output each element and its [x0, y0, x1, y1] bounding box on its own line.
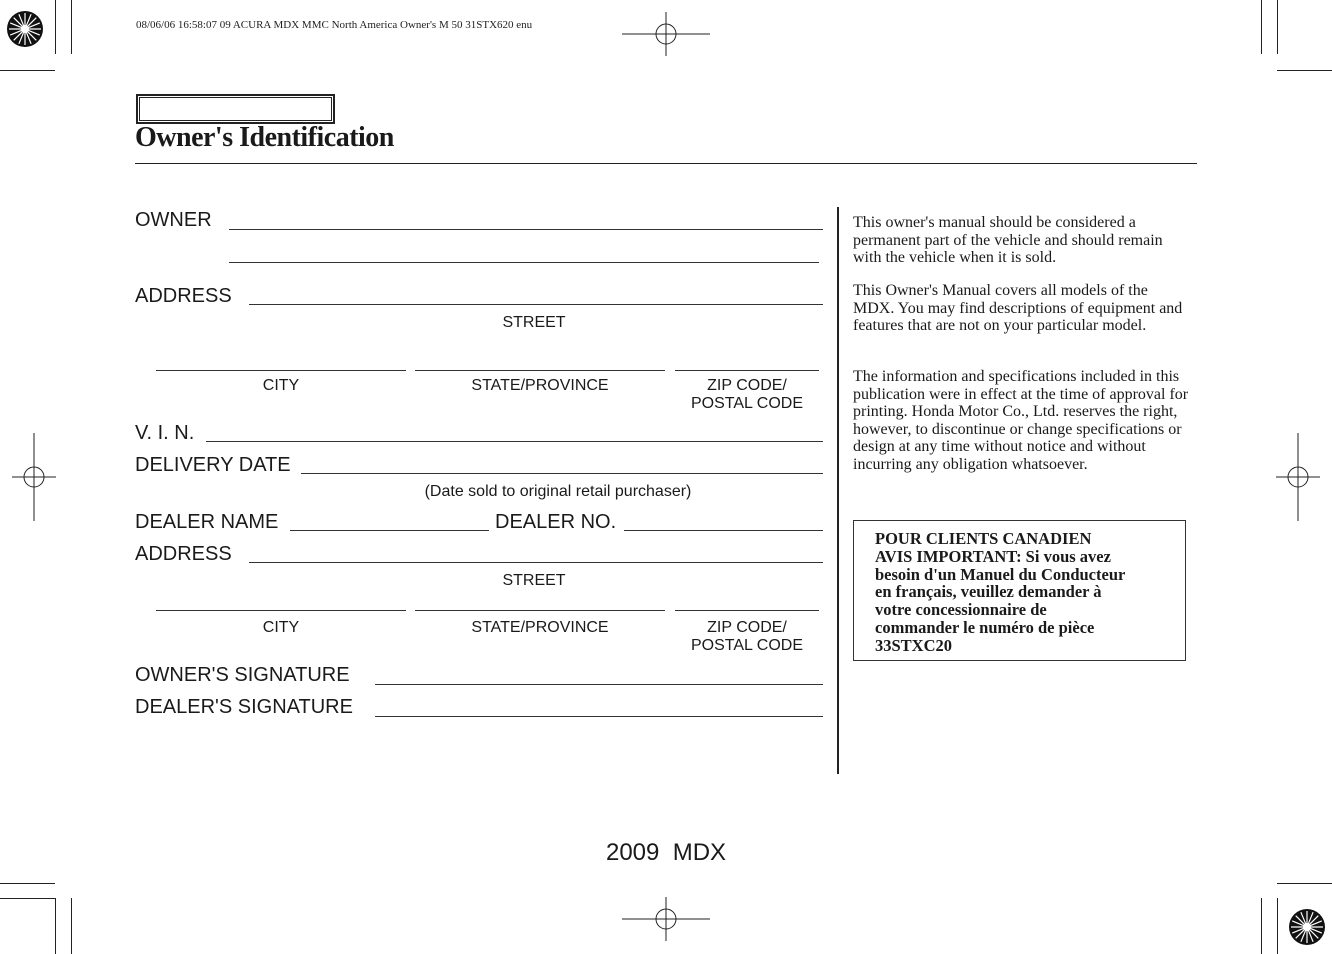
- vin-field-line[interactable]: [206, 441, 823, 442]
- delivery-date-note: (Date sold to original retail purchaser): [424, 483, 692, 500]
- owner-signature-field-line[interactable]: [375, 684, 823, 685]
- registration-target-icon: [12, 433, 56, 521]
- dealer-name-field-line[interactable]: [290, 530, 489, 531]
- crop-mark: [55, 898, 56, 954]
- crop-mark: [0, 70, 55, 71]
- dealer-zip-label-line2: POSTAL CODE: [690, 637, 804, 654]
- canadian-notice-line: besoin d'un Manuel du Conducteur: [875, 564, 1126, 584]
- address-label: ADDRESS: [135, 285, 232, 307]
- delivery-date-field-line[interactable]: [301, 473, 823, 474]
- dealer-address-label: ADDRESS: [135, 543, 232, 565]
- canadian-notice-line: POUR CLIENTS CANADIEN: [875, 529, 1092, 548]
- state-label: STATE/PROVINCE: [471, 377, 609, 394]
- starburst-mark-icon: [1288, 908, 1326, 946]
- city-field-line[interactable]: [156, 370, 406, 371]
- canadian-notice-line: commander le numéro de pièce: [875, 617, 1095, 637]
- dealer-address-street-line[interactable]: [249, 562, 823, 563]
- owner-label: OWNER: [135, 209, 212, 231]
- dealer-zip-label-line1: ZIP CODE/: [707, 619, 787, 636]
- canadian-notice-line: en français, veuillez demander à: [875, 582, 1102, 602]
- manual-note-1: This owner's manual should be considered a permanent part of the vehicle and should remain with the vehicle when it is sold.: [853, 214, 1163, 267]
- owner-field-line-2[interactable]: [229, 262, 819, 263]
- dealer-state-label: STATE/PROVINCE: [471, 619, 609, 636]
- crop-mark: [1277, 0, 1278, 54]
- delivery-date-label: DELIVERY DATE: [135, 454, 291, 476]
- print-header: 08/06/06 16:58:07 09 ACURA MDX MMC North America Owner's M 50 31STX620 enu: [136, 19, 533, 31]
- crop-mark: [55, 0, 56, 54]
- dealer-no-label: DEALER NO.: [495, 511, 617, 533]
- vin-label: V. I. N.: [135, 422, 195, 444]
- address-street-line[interactable]: [249, 304, 823, 305]
- registration-target-icon: [1276, 433, 1320, 521]
- title-rule: [135, 163, 1197, 164]
- state-field-line[interactable]: [415, 370, 665, 371]
- crop-mark: [1277, 883, 1332, 884]
- column-divider: [837, 207, 839, 774]
- city-label: CITY: [262, 377, 300, 394]
- zip-field-line[interactable]: [675, 370, 819, 371]
- dealer-city-label: CITY: [262, 619, 300, 636]
- starburst-mark-icon: [6, 10, 44, 48]
- crop-mark: [1261, 0, 1262, 54]
- owner-field-line[interactable]: [229, 229, 823, 230]
- registration-target-icon: [622, 897, 710, 941]
- dealer-state-field-line[interactable]: [415, 610, 665, 611]
- zip-label-line1: ZIP CODE/: [707, 377, 787, 394]
- dealer-no-field-line[interactable]: [624, 530, 823, 531]
- dealer-street-label: STREET: [502, 572, 566, 589]
- crop-mark: [1277, 70, 1332, 71]
- owner-signature-label: OWNER'S SIGNATURE: [135, 664, 350, 686]
- canadian-notice-text: [875, 530, 1175, 655]
- crop-mark: [71, 898, 72, 954]
- crop-mark: [1277, 898, 1278, 954]
- crop-mark: [71, 0, 72, 54]
- page-title: Owner's Identification: [135, 122, 394, 153]
- canadian-notice-line: 33STXC20: [875, 635, 953, 655]
- zip-label-line2: POSTAL CODE: [690, 395, 804, 412]
- dealer-name-label: DEALER NAME: [135, 511, 279, 533]
- section-tab-box: [136, 94, 335, 124]
- street-label: STREET: [502, 314, 566, 331]
- manual-note-3: The information and specifications included in this publication were in effect at the time of approval for printing. Honda Motor Co., Ltd. reserves the right, however, to discontinue or change specifications or design at any time without notice and without incurring any obligation whatsoever.: [853, 368, 1189, 473]
- canadian-notice-line: votre concessionnaire de: [875, 600, 1047, 620]
- dealer-city-field-line[interactable]: [156, 610, 406, 611]
- dealer-zip-field-line[interactable]: [675, 610, 819, 611]
- crop-mark: [0, 898, 55, 899]
- footer-model: 2009 MDX: [605, 839, 727, 866]
- registration-target-icon: [622, 12, 710, 56]
- dealer-signature-field-line[interactable]: [375, 716, 823, 717]
- crop-mark: [1261, 898, 1262, 954]
- crop-mark: [0, 883, 55, 884]
- manual-note-2: This Owner's Manual covers all models of the MDX. You may find descriptions of equipment and features that are not on your particular model.: [853, 282, 1183, 335]
- dealer-signature-label: DEALER'S SIGNATURE: [135, 696, 353, 718]
- canadian-notice-line: AVIS IMPORTANT: Si vous avez: [875, 546, 1111, 566]
